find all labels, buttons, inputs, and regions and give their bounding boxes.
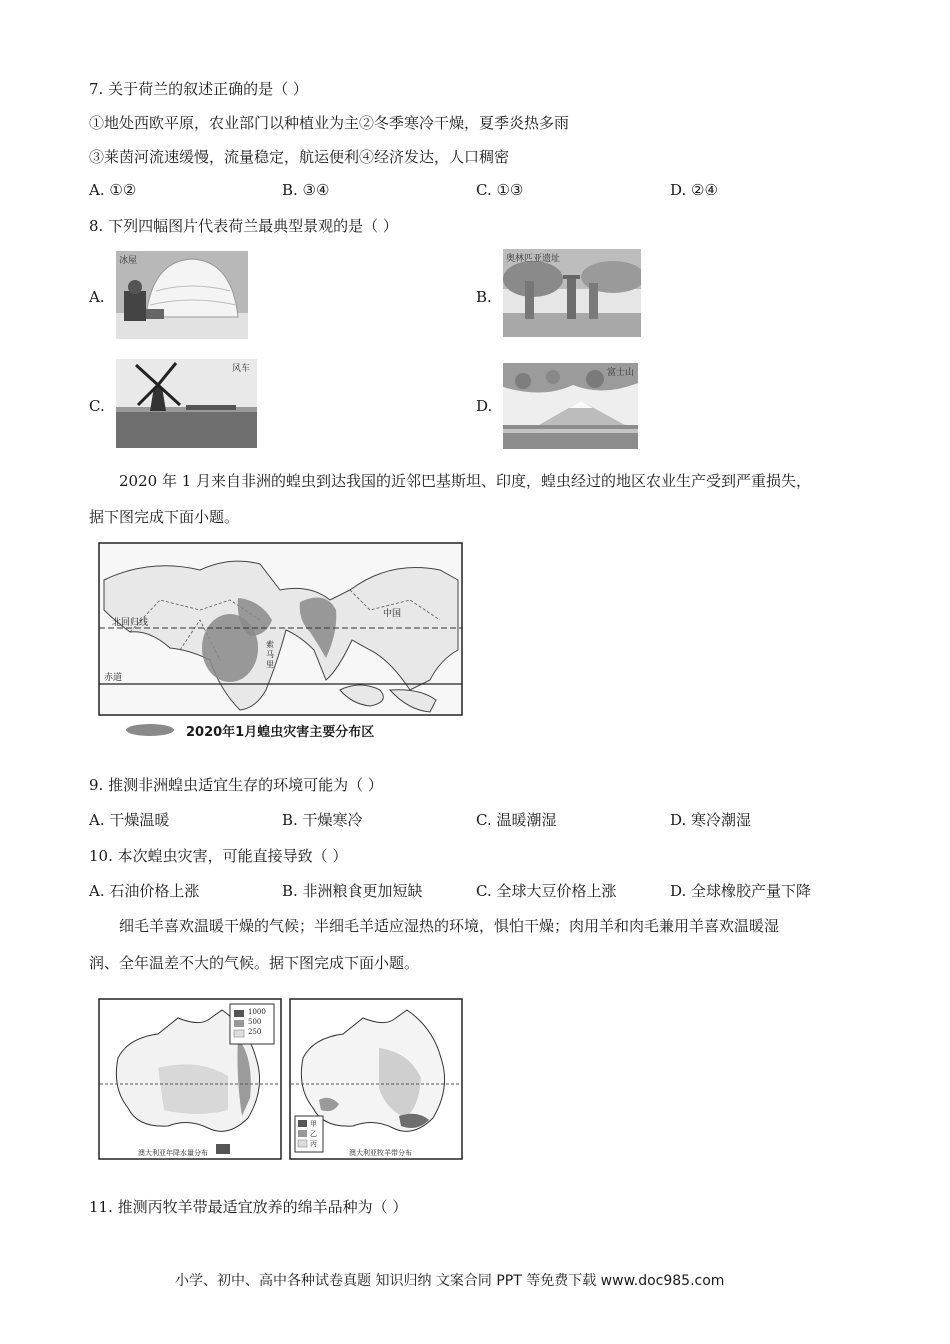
sheep-legend-bing: 丙 [310, 1140, 317, 1148]
windmill-photo [116, 359, 257, 448]
locust-intro-line2: 据下图完成下面小题。 [89, 508, 240, 526]
q9-stem: 9. 推测非洲蝗虫适宜生存的环境可能为（ ） [89, 776, 383, 794]
australia-precipitation-map [98, 998, 282, 1160]
q11-stem: 11. 推测丙牧羊带最适宜放养的绵羊品种为（ ） [89, 1198, 408, 1216]
q10-option-a: A. 石油价格上涨 [89, 882, 200, 900]
q9-option-d: D. 寒冷潮湿 [670, 811, 752, 829]
q7-stem: 7. 关于荷兰的叙述正确的是（ ） [89, 80, 308, 98]
australia-sheep-belt-map [289, 998, 463, 1160]
map-label-china: 中国 [383, 609, 402, 619]
q10-option-d: D. 全球橡胶产量下降 [670, 882, 812, 900]
map-label-equator: 赤道 [104, 673, 123, 683]
q9-option-b: B. 干燥寒冷 [282, 811, 363, 829]
olympia-ruins-photo [503, 249, 641, 337]
q8-option-c-letter: C. [89, 397, 105, 415]
q10-option-c: C. 全球大豆价格上涨 [476, 882, 617, 900]
q7-option-c: C. ①③ [476, 181, 524, 199]
sheep-map-caption: 澳大利亚牧羊带分布 [349, 1149, 412, 1157]
map-legend: 2020年1月蝗虫灾害主要分布区 [186, 725, 375, 740]
q8-option-b-letter: B. [476, 288, 492, 306]
page-footer: 小学、初中、高中各种试卷真题 知识归纳 文案合同 PPT 等免费下载 www.doc985.com [175, 1273, 725, 1289]
precip-legend-250: 250 [248, 1028, 262, 1036]
sheep-legend-jia: 甲 [310, 1120, 317, 1128]
olympia-caption: 奥林匹亚遗址 [506, 254, 561, 264]
q9-option-c: C. 温暖潮湿 [476, 811, 557, 829]
mount-fuji-photo [503, 363, 638, 449]
igloo-caption: 冰屋 [119, 256, 138, 266]
sheep-intro-line2: 润、全年温差不大的气候。据下图完成下面小题。 [89, 954, 420, 972]
q8-option-a-letter: A. [89, 288, 105, 306]
precip-legend-500: 500 [248, 1018, 262, 1026]
q7-option-d: D. ②④ [670, 181, 718, 199]
map-label-somalia: 索马里 [266, 640, 274, 669]
locust-distribution-map [90, 540, 466, 746]
q7-option-a: A. ①② [89, 181, 137, 199]
windmill-caption: 风车 [232, 364, 251, 374]
q7-statement-line1: ①地处西欧平原，农业部门以种植业为主②冬季寒冷干燥，夏季炎热多雨 [89, 114, 570, 132]
sheep-intro-line1: 细毛羊喜欢温暖干燥的气候；半细毛羊适应湿热的环境，惧怕干燥；肉用羊和肉毛兼用羊喜欢温暖湿 [119, 917, 780, 935]
sheep-legend-yi: 乙 [310, 1130, 317, 1138]
q10-option-b: B. 非洲粮食更加短缺 [282, 882, 423, 900]
precip-legend-1000: 1000 [248, 1008, 266, 1016]
q8-stem: 8. 下列四幅图片代表荷兰最典型景观的是（ ） [89, 217, 398, 235]
igloo-photo [116, 251, 248, 339]
locust-intro-line1: 2020 年 1 月来自非洲的蝗虫到达我国的近邻巴基斯坦、印度，蝗虫经过的地区农业生产受到严重损失， [119, 472, 812, 490]
q9-option-a: A. 干燥温暖 [89, 811, 170, 829]
map-label-tropic-of-cancer: 北回归线 [112, 618, 149, 628]
q10-stem: 10. 本次蝗虫灾害，可能直接导致（ ） [89, 847, 348, 865]
q7-statement-line2: ③莱茵河流速缓慢，流量稳定，航运便利④经济发达，人口稠密 [89, 148, 510, 166]
precip-map-caption: 澳大利亚年降水量分布 [138, 1149, 208, 1157]
q7-option-b: B. ③④ [282, 181, 330, 199]
fuji-caption: 富士山 [607, 368, 635, 378]
q8-option-d-letter: D. [476, 397, 493, 415]
